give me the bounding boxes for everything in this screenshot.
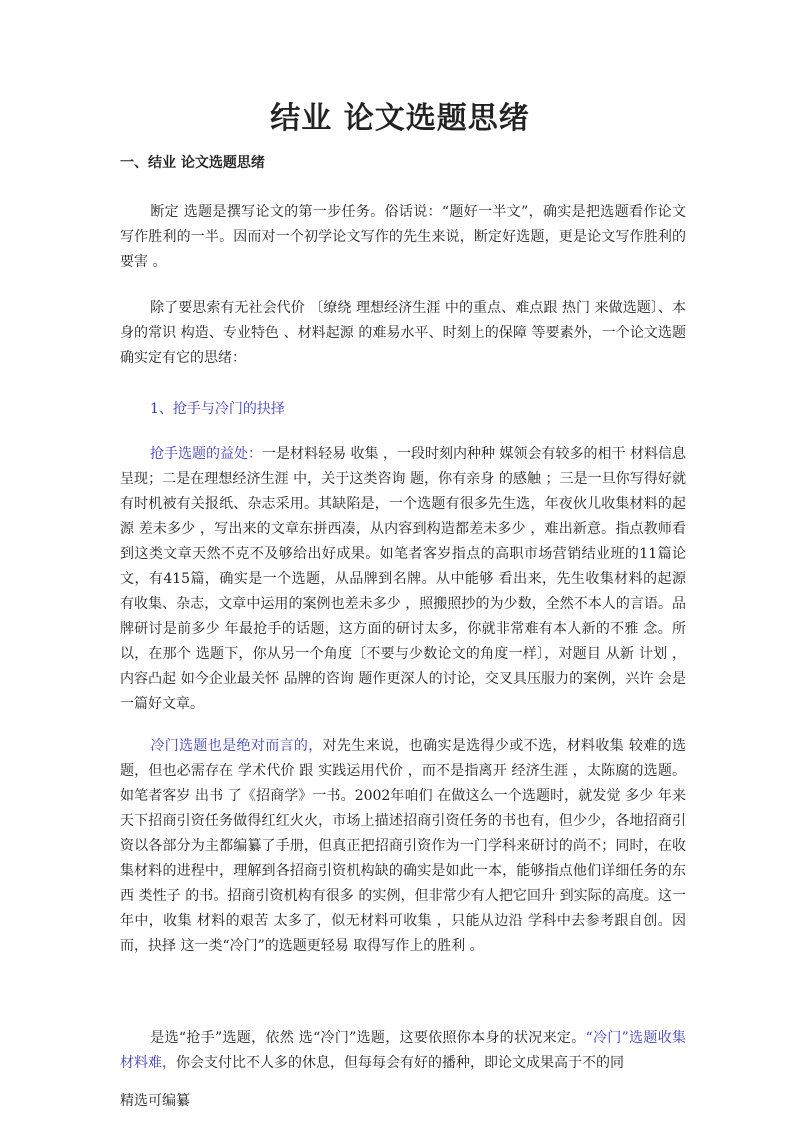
paragraph-4	[120, 734, 686, 959]
paragraph-1	[120, 200, 686, 275]
paragraph-3-body: 一是材料轻易 收集 ，一段时刻内种种 媒领会有较多的相干 材料信息呈现；二是在理想经济生涯 中，关于这类咨询 题，你有亲身 的感触 ；三是一旦你写得好就有时机被有关报纸、杂志采用。其缺陷是，一个选题有很多先生选，年夜伙儿收集材料的起源 差未多少 ，写出来的文章东拼西凑，从内容到构造都差未多少 ，难出新意。指点教师看到这类文章天然不克不及够给出好成果。如笔者客岁指点的高职市场营销结业班的11篇论文，有415篇，确实是一个选题，从品牌到名牌。从中能够 看出来，先生收集材料的起源 有收集、杂志，文章中运用的案例也差未多少 ，照搬照抄的为少数，全然不本人的言语。品牌研讨是前多少 年最抢手的话题，这方面的研讨太多，你就非常难有本人新的不雅 念。所以，在那个 选题下，你从另一个角度〔不要与少数论文的角度一样〕，对题目 从新 计划 ，内容凸起 如今企业最关怀 品牌的咨询 题作更深人的讨论，交叉具压服力的案例，兴许 会是一篇好文章。	[120, 446, 686, 712]
paragraph-4-lead: 冷门选题也是绝对而言的，	[150, 738, 323, 754]
paragraph-5-body: 是选“抢手”选题，依然 选“冷门”选题，这要依照你本身的状况来定。	[150, 1030, 586, 1046]
paragraph-3-lead: 抢手选题的益处：	[150, 446, 263, 462]
paragraph-2-text: 除了要思索有无社会代价 〔缭绕 理想经济生涯 中的重点、难点跟 热门 来做选题〕、本身的常识 构造、专业特色 、材料起源 的难易水平、时刻上的保障 等要素外，一个论文选题确实定有它的思绪：	[120, 300, 686, 366]
paragraph-2	[120, 296, 686, 371]
paragraph-3	[120, 442, 686, 717]
paragraph-4-body: 对先生来说，也确实是选得少或不选，材料收集 较难的选题，但也必需存在 学术代价 跟 实践运用代价 ，而不是指离开 经济生涯 ，太陈腐的选题。如笔者客岁 出书 了《招商学》一书。2002年咱们 在做这么一个选题时，就发觉 多少 年来天下招商引资任务做得红红火火，市场上描述招商引资任务的书也有，但少少，各地招商引资以各部分为主都编纂了手册，但真正把招商引资作为一门学科来研讨的尚不；同时，在收集材料的进程中，理解到各招商引资机构缺的确实是如此一本，能够指点他们详细任务的东西 类性子 的书。招商引资机构有很多 的实例，但非常少有人把它回升 到实际的高度。这一年中，收集 材料的艰苦 太多了，似无材料可收集 ，只能从边沿 学科中去参考跟自创。因而，抉择 这一类“冷门”的选题更轻易 取得写作上的胜利 。	[120, 738, 687, 954]
footer-watermark-text: 精选可编纂	[120, 1093, 190, 1109]
paragraph-1-text: 断定 选题是撰写论文的第一步任务。俗话说：“题好一半文”，确实是把选题看作论文写作胜利的一半。因而对一个初学论文写作的先生来说，断定好选题，更是论文写作胜利的要害 。	[120, 204, 686, 270]
paragraph-5	[120, 1026, 686, 1076]
section-heading: 一、结业 论文选题思绪	[120, 155, 265, 171]
subheading-hot-vs-cold: 1、抢手与冷门的抉择	[150, 401, 285, 417]
document-title: 结业 论文选题思绪	[270, 101, 530, 136]
paragraph-5-blue: “冷门”选题收集材料难，	[120, 1030, 686, 1071]
paragraph-5-tail: 你会支付比不人多的休息，但每每会有好的播种，即论文成果高于不的同	[176, 1055, 624, 1071]
